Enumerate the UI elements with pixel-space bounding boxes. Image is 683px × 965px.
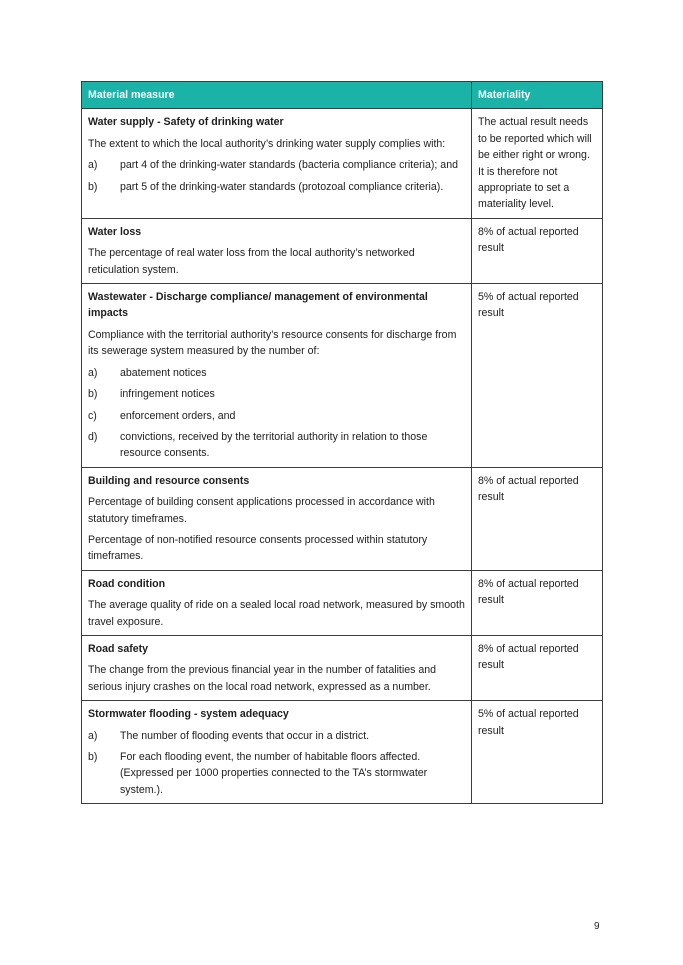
list-item bbox=[88, 386, 465, 402]
header-materiality: Materiality bbox=[472, 82, 603, 109]
measure-description: Percentage of building consent applications processed in accordance with statutory timeframes. bbox=[88, 496, 435, 525]
list-item-letter: d) bbox=[88, 430, 98, 443]
measure-title: Road condition bbox=[88, 577, 166, 590]
measure-title: Building and resource consents bbox=[88, 474, 250, 487]
list-item-letter: b) bbox=[88, 751, 98, 763]
table-body bbox=[82, 109, 603, 804]
measure-title: Water loss bbox=[88, 225, 142, 238]
table-row bbox=[82, 284, 603, 468]
materiality-cell bbox=[472, 284, 603, 468]
measure-cell bbox=[82, 467, 472, 570]
list-item-letter: a) bbox=[88, 159, 98, 172]
table-row bbox=[82, 109, 603, 218]
measure-description: The extent to which the local authority’s drinking water supply complies with: bbox=[88, 137, 446, 150]
table-row bbox=[82, 467, 603, 570]
table-row bbox=[82, 635, 603, 700]
materiality-text: 5% of actual reported result bbox=[478, 291, 579, 320]
measure-cell bbox=[82, 635, 472, 700]
list-item bbox=[88, 408, 465, 424]
table-row bbox=[82, 570, 603, 635]
measure-cell bbox=[82, 570, 472, 635]
list-item-letter: b) bbox=[88, 180, 98, 193]
list-item bbox=[88, 365, 465, 381]
measure-title: Road safety bbox=[88, 642, 149, 655]
page-number: 9 bbox=[594, 921, 600, 932]
measure-description: Percentage of non-notified resource consents processed within statutory timeframes. bbox=[88, 533, 428, 563]
list-item bbox=[88, 157, 465, 173]
measure-cell bbox=[82, 218, 472, 283]
list-item-text: infringement notices bbox=[120, 388, 215, 401]
materiality-cell bbox=[472, 635, 603, 700]
list-item bbox=[88, 749, 465, 798]
materiality-table bbox=[81, 81, 603, 804]
materiality-text: 8% of actual reported result bbox=[478, 474, 579, 504]
list-item-text: abatement notices bbox=[120, 366, 207, 379]
measure-cell bbox=[82, 109, 472, 218]
materiality-text: 5% of actual reported result bbox=[478, 708, 579, 737]
list-item bbox=[88, 429, 465, 462]
materiality-cell bbox=[472, 467, 603, 570]
materiality-cell bbox=[472, 701, 603, 804]
measure-description: The change from the previous financial year in the number of fatalities and serious injury crashes on the local road network, expressed as a number. bbox=[88, 664, 437, 693]
measure-description: The average quality of ride on a sealed local road network, measured by smooth travel exposure. bbox=[88, 599, 465, 628]
measure-title: Water supply - Safety of drinking water bbox=[88, 116, 284, 129]
measure-title: Stormwater flooding - system adequacy bbox=[88, 708, 289, 721]
list-item-text: part 4 of the drinking-water standards (bacteria compliance criteria); and bbox=[120, 159, 458, 172]
measure-description: The percentage of real water loss from the local authority’s networked reticulation system. bbox=[88, 247, 415, 276]
measure-description: Compliance with the territorial authority’s resource consents for discharge from its sewerage system measured by the number of: bbox=[88, 328, 457, 358]
measure-title: Wastewater - Discharge compliance/ management of environmental impacts bbox=[88, 291, 428, 320]
list-item bbox=[88, 728, 465, 744]
list-item-text: part 5 of the drinking-water standards (protozoal compliance criteria). bbox=[120, 180, 444, 193]
table-header-row bbox=[82, 82, 603, 109]
list-item-letter: c) bbox=[88, 409, 97, 422]
list-item-letter: a) bbox=[88, 729, 98, 742]
materiality-cell bbox=[472, 218, 603, 283]
materiality-text: 8% of actual reported result bbox=[478, 642, 579, 672]
materiality-text: The actual result needs to be reported which will be either right or wrong. It is therefore not appropriate to set a materiality level. bbox=[478, 116, 592, 211]
list-item bbox=[88, 179, 465, 195]
measure-cell bbox=[82, 284, 472, 468]
list-item-text: enforcement orders, and bbox=[120, 409, 236, 422]
materiality-cell bbox=[472, 109, 603, 218]
list-item-text: The number of flooding events that occur in a district. bbox=[120, 729, 370, 742]
materiality-text: 8% of actual reported result bbox=[478, 225, 579, 255]
header-material-measure: Material measure bbox=[82, 82, 472, 109]
list-item-text: convictions, received by the territorial authority in relation to those resource consents. bbox=[120, 430, 428, 460]
list-item-letter: a) bbox=[88, 366, 98, 379]
table-row bbox=[82, 701, 603, 804]
list-item-letter: b) bbox=[88, 388, 98, 401]
measure-cell bbox=[82, 701, 472, 804]
list-item-text: For each flooding event, the number of habitable floors affected. (Expressed per 1000 properties connected to the TA’s stormwater system.). bbox=[120, 751, 428, 796]
table-row bbox=[82, 218, 603, 283]
materiality-cell bbox=[472, 570, 603, 635]
materiality-text: 8% of actual reported result bbox=[478, 577, 579, 607]
